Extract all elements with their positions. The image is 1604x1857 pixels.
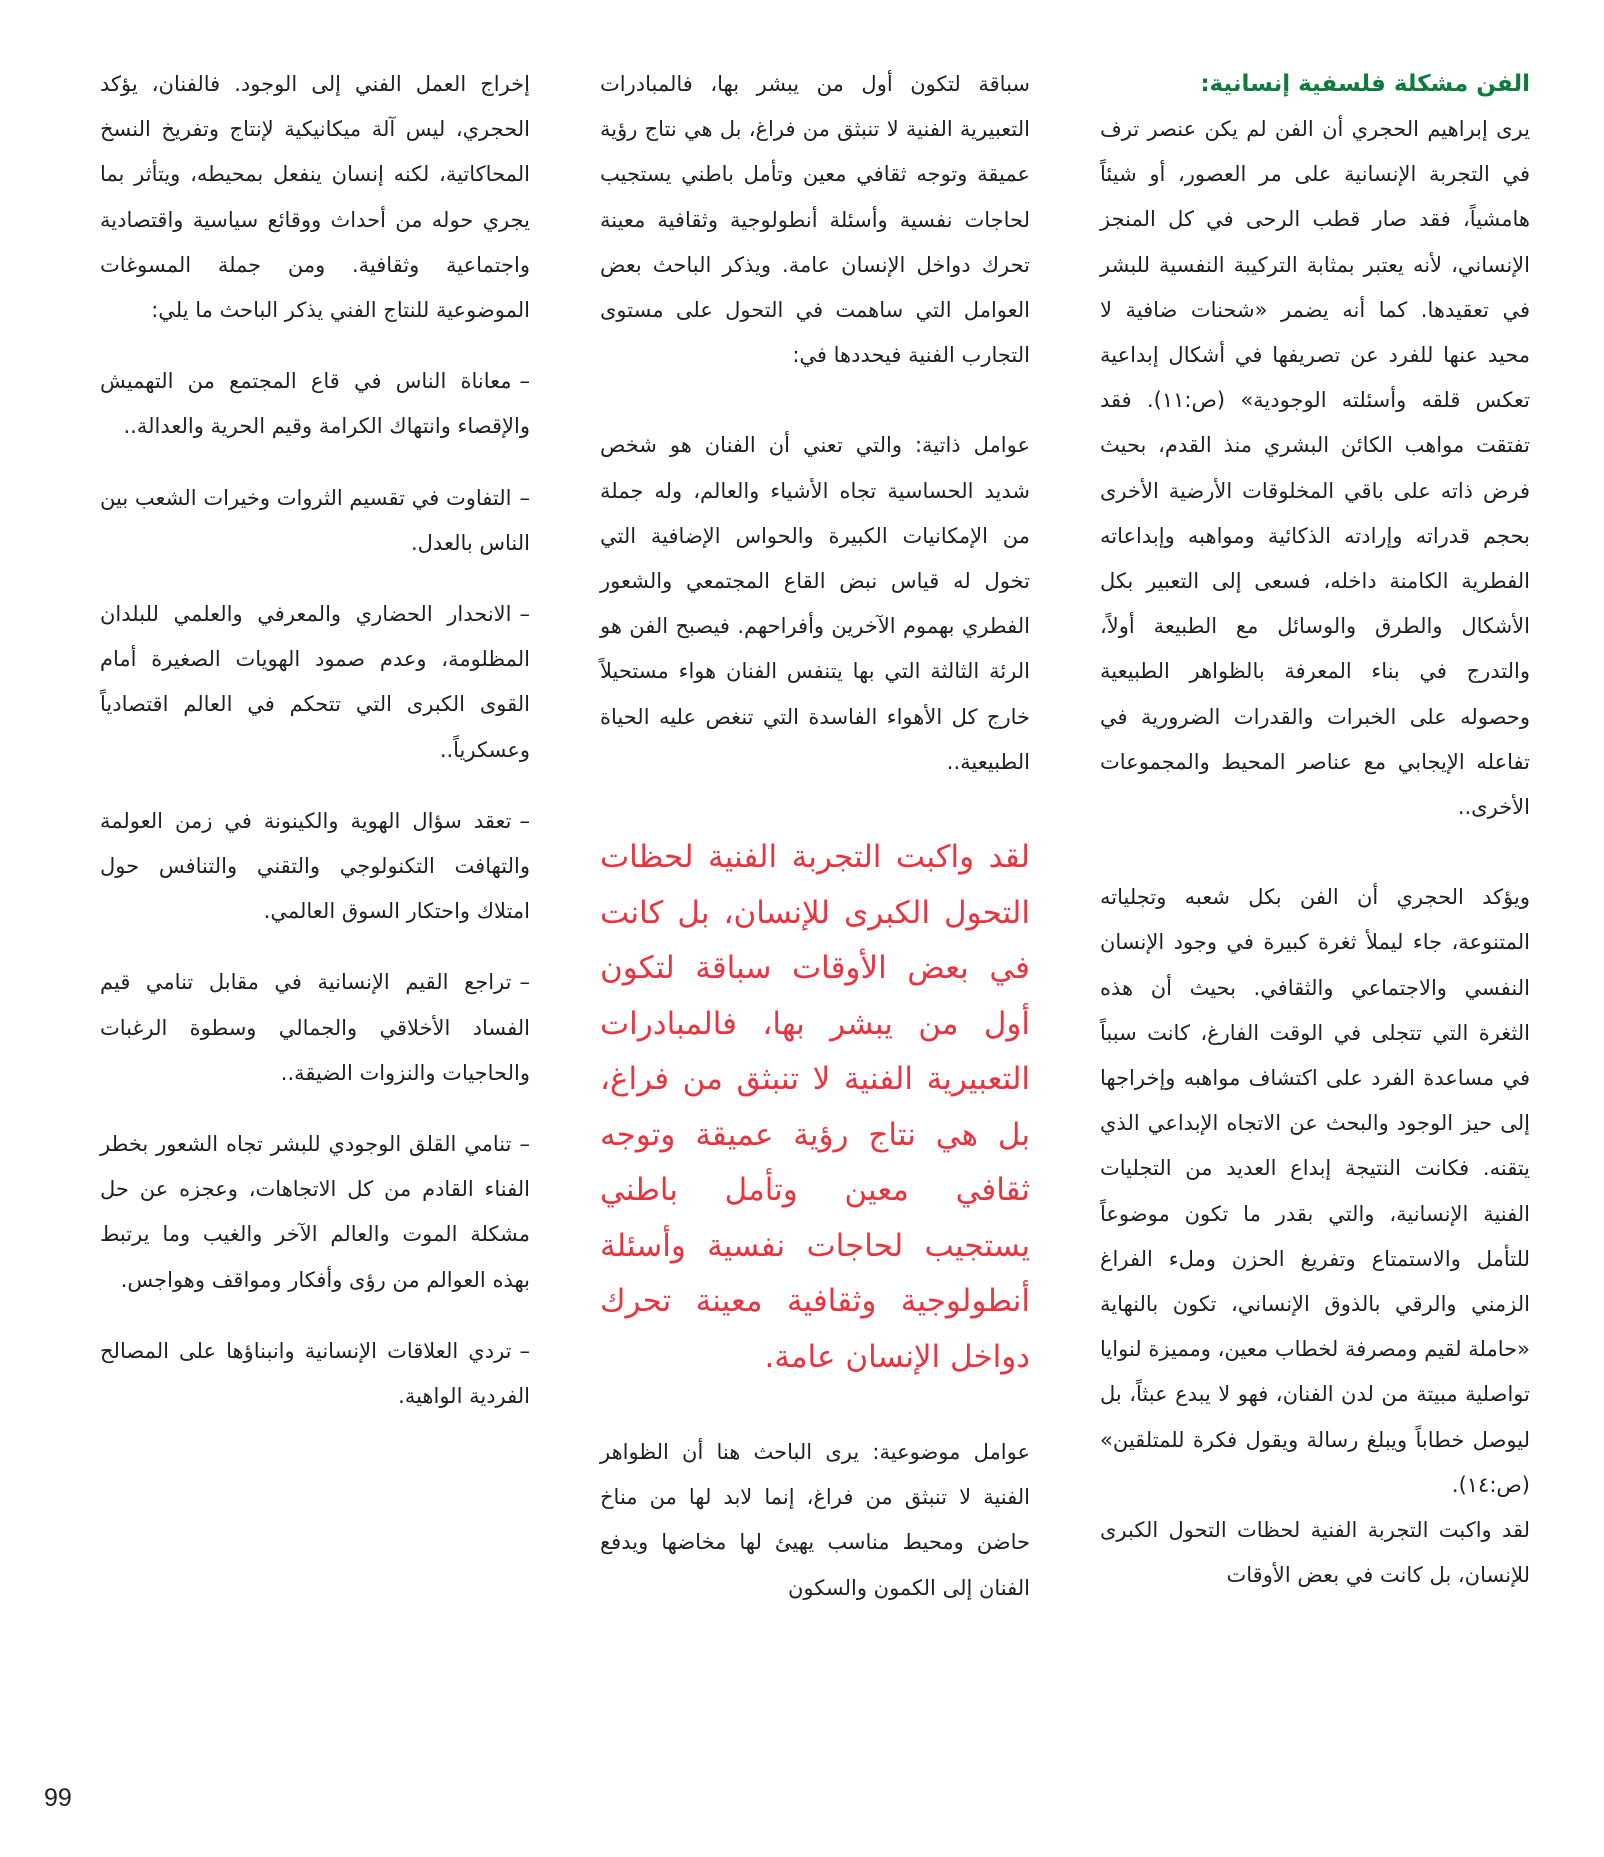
body-paragraph: عوامل ذاتية: والتي تعني أن الفنان هو شخص شديد الحساسية تجاه الأشياء والعالم، وله جملة من الإمكانيات الكبيرة والحواس الإضافية التي تخول له قياس نبض القاع المجتمعي والشعور الفطري بهموم الآخرين وأفراحهم. فيصبح الفن هو الرئة الثالثة التي بها يتنفس الفنان هواء مستحيلاً خارج كل الأهواء الفاسدة التي تنغص عليه الحياة الطبيعية.. [600, 433, 1030, 774]
list-item-text: معاناة الناس في قاع المجتمع من التهميش والإقصاء وانتهاك الكرامة وقيم الحرية والعدالة.. [100, 369, 530, 439]
pull-quote: لقد واكبت التجربة الفنية لحظات التحول الكبرى للإنسان، بل كانت في بعض الأوقات سباقة لتكون أول من يبشر بها، فالمبادرات التعبيرية الفنية لا تنبثق من فراغ، بل هي نتاج رؤية عميقة وتوجه ثقافي معين وتأمل باطني يستجيب لحاجات نفسية وأسئلة أنطولوجية وثقافية معينة تحرك دواخل الإنسان عامة. [600, 839, 1030, 1375]
list-item [100, 592, 530, 773]
bullet-list [100, 359, 530, 1419]
middle-column [600, 62, 1030, 1611]
paragraph-spacer [100, 934, 530, 960]
left-column [100, 62, 530, 1419]
paragraph-spacer [100, 773, 530, 799]
paragraph-spacer [100, 1096, 530, 1122]
dash-bullet: – [519, 808, 530, 833]
dash-bullet: – [519, 970, 530, 995]
list-item-text: تنامي القلق الوجودي للبشر تجاه الشعور بخطر الفناء القادم من كل الاتجاهات، وعجزه عن حل مشكلة الموت والعالم الآخر والغيب وما يرتبط بهذه العوالم من رؤى وأفكار ومواقف وهواجس. [100, 1132, 530, 1292]
list-item-text: الانحدار الحضاري والمعرفي والعلمي للبلدان المظلومة، وعدم صمود الهويات الصغيرة أمام القوى الكبرى التي تتحكم في العالم اقتصادياً وعسكرياً.. [100, 602, 530, 762]
list-item [100, 359, 530, 449]
dash-bullet: – [519, 1338, 530, 1363]
list-item [100, 799, 530, 935]
paragraph-spacer [600, 1385, 1030, 1430]
body-paragraph: لقد واكبت التجربة الفنية لحظات التحول الكبرى للإنسان، بل كانت في بعض الأوقات [1100, 1518, 1530, 1588]
paragraph-spacer [100, 333, 530, 359]
dash-bullet: – [519, 369, 530, 394]
dash-bullet: – [519, 602, 530, 627]
body-paragraph: عوامل موضوعية: يرى الباحث هنا أن الظواهر الفنية لا تنبثق من فراغ، إنما لابد لها من مناخ حاضن ومحيط مناسب يهيئ لها مخاضها ويدفع الفنان إلى الكمون والسكون [600, 1440, 1030, 1600]
body-paragraph: إخراج العمل الفني إلى الوجود. فالفنان، يؤكد الحجري، ليس آلة ميكانيكية لإنتاج وتفريخ النسخ المحاكاتية، لكنه إنسان ينفعل بمحيطه، ويتأثر بما يجري حوله من أحداث ووقائع سياسية واقتصادية واجتماعية وثقافية. ومن جملة المسوغات الموضوعية للنتاج الفني يذكر الباحث ما يلي: [100, 72, 530, 323]
body-paragraph: سباقة لتكون أول من يبشر بها، فالمبادرات التعبيرية الفنية لا تنبثق من فراغ، بل هي نتاج رؤية عميقة وتوجه ثقافي معين وتأمل باطني يستجيب لحاجات نفسية وأسئلة أنطولوجية وثقافية معينة تحرك دواخل الإنسان عامة. ويذكر الباحث بعض العوامل التي ساهمت في التحول على مستوى التجارب الفنية فيحددها في: [600, 72, 1030, 368]
dash-bullet: – [519, 485, 530, 510]
list-item-text: التفاوت في تقسيم الثروات وخيرات الشعب بين الناس بالعدل. [100, 485, 530, 555]
list-item-text: تراجع القيم الإنسانية في مقابل تنامي قيم الفساد الأخلاقي والجمالي وسطوة الرغبات والحاجيات والنزوات الضيقة.. [100, 970, 530, 1085]
list-item-text: تردي العلاقات الإنسانية وانبناؤها على المصالح الفردية الواهية. [100, 1338, 530, 1409]
list-item [100, 476, 530, 566]
list-item [100, 1329, 530, 1419]
body-paragraph: ويؤكد الحجري أن الفن بكل شعبه وتجلياته المتنوعة، جاء ليملأ ثغرة كبيرة في وجود الإنسان النفسي والاجتماعي والثقافي. بحيث أن هذه الثغرة التي تتجلى في الوقت الفارغ، كانت سبباً في مساعدة الفرد على اكتشاف مواهبه وإخراجها إلى حيز الوجود والبحث عن الاتجاه الإبداعي الذي يتقنه. فكانت النتيجة إبداع العديد من التجليات الفنية الإنسانية، والتي بقدر ما تكون موضوعاً للتأمل والاستمتاع وتفريغ الحزن وملء الفراغ الزمني والرقي بالذوق الإنساني، تكون بالنهاية «حاملة لقيم ومصرفة لخطاب معين، ومميزة لنوايا تواصلية مبيتة من لدن الفنان، فهو لا يبدع عبثاً، بل ليوصل خطاباً ويبلغ رسالة ويقول فكرة للمتلقين» (ص:١٤). [1100, 885, 1530, 1497]
list-item-text: تعقد سؤال الهوية والكينونة في زمن العولمة والتهافت التكنولوجي والتقني والتنافس حول امتلاك واحتكار السوق العالمي. [100, 808, 530, 924]
paragraph-spacer [600, 378, 1030, 423]
page-number: 99 [44, 1784, 72, 1812]
right-column [1100, 62, 1530, 1599]
paragraph-spacer [1100, 830, 1530, 875]
list-item [100, 1122, 530, 1303]
dash-bullet: – [519, 1132, 530, 1157]
section-heading: الفن مشكلة فلسفية إنسانية: [1200, 71, 1530, 97]
paragraph-spacer [100, 450, 530, 476]
list-item [100, 960, 530, 1096]
paragraph-spacer [100, 566, 530, 592]
paragraph-spacer [600, 785, 1030, 830]
body-paragraph: يرى إبراهيم الحجري أن الفن لم يكن عنصر ترف في التجربة الإنسانية على مر العصور، أو شيئاً هامشياً، فقد صار قطب الرحى في كل المنجز الإنساني، لأنه يعتبر بمثابة التركيبة النفسية للبشر في تعقيدها. كما أنه يضمر «شحنات ضافية لا محيد عنها للفرد عن تصريفها في أشكال إبداعية تعكس قلقه وأسئلته الوجودية» (ص:١١). فقد تفتقت مواهب الكائن البشري منذ القدم، بحيث فرض ذاته على باقي المخلوقات الأرضية الأخرى بحجم قدراته وإرادته الذكائية ومواهبه وإبداعاته الفطرية الكامنة داخله، فسعى إلى التعبير بكل الأشكال والطرق والوسائل مع الطبيعة أولاً، والتدرج في بناء المعرفة بالظواهر الطبيعية وحصوله على الخبرات والقدرات الضرورية في تفاعله الإيجابي مع عناصر المحيط والمجموعات الأخرى.. [1100, 117, 1531, 820]
paragraph-spacer [100, 1303, 530, 1329]
